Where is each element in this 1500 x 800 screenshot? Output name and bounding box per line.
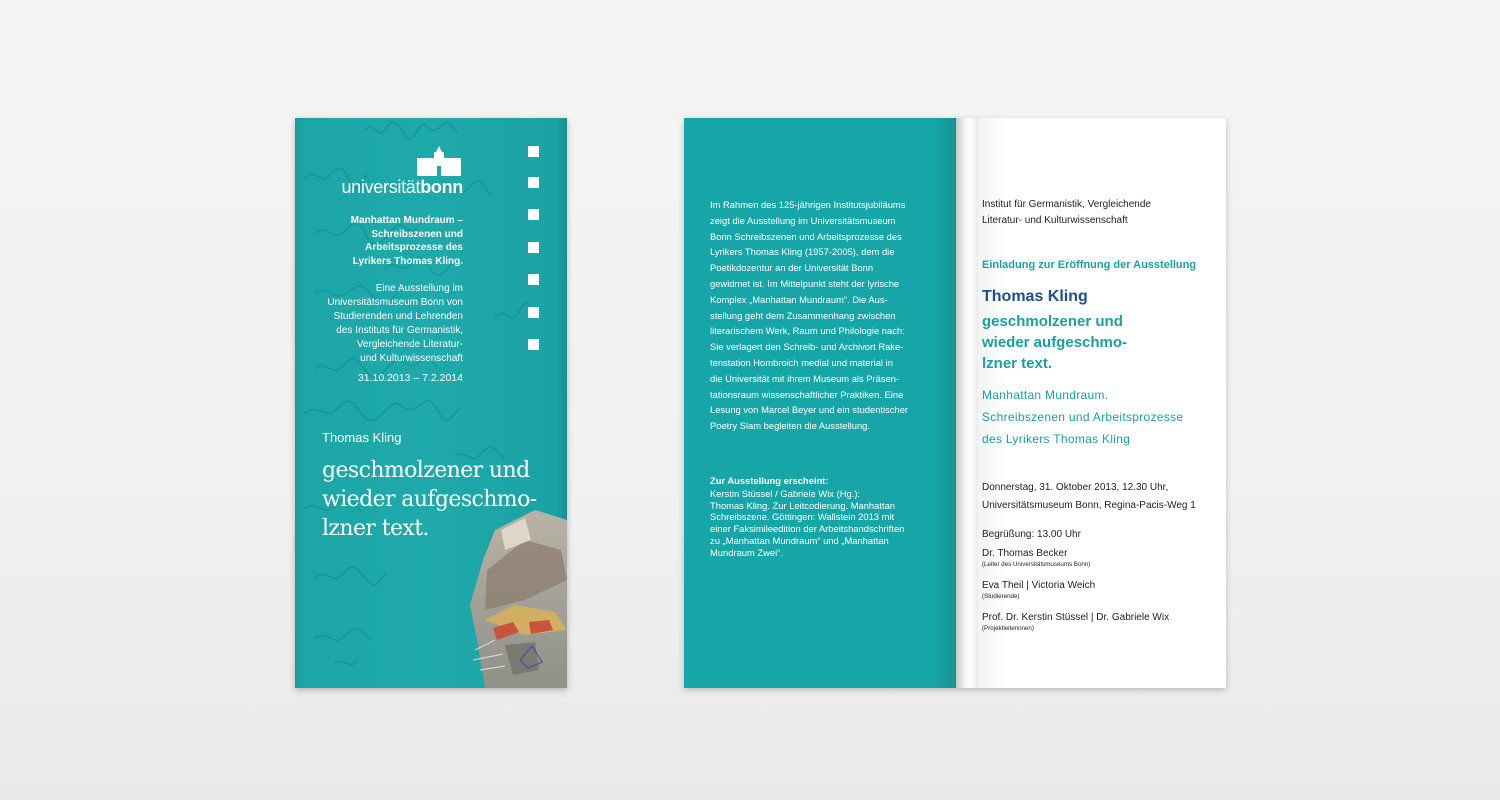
- body-line: Sie verlagert den Schreib- und Archivort Rake-: [710, 341, 904, 353]
- square-marker: [528, 209, 539, 220]
- invite-author: Thomas Kling: [982, 288, 1088, 305]
- square-marker: [528, 307, 539, 318]
- poem-line: geschmolzener und: [982, 313, 1123, 330]
- poem-line: lzner text.: [982, 355, 1053, 372]
- poem-line: wieder aufgeschmo-: [982, 334, 1128, 351]
- speaker-name: Prof. Dr. Kerstin Stüssel | Dr. Gabriele Wix: [982, 612, 1170, 623]
- pub-line: Kerstin Stüssel / Gabriele Wix (Hg.):: [710, 488, 861, 499]
- invite-poem-title: [982, 311, 1202, 374]
- title-line: Manhattan Mundraum –: [350, 215, 463, 226]
- speaker-role: (Leiter des Universitätsmuseums Bonn): [982, 561, 1091, 568]
- publication-text: [710, 488, 930, 558]
- pub-line: Thomas Kling. Zur Leitcodierung. Manhattan: [710, 499, 895, 511]
- exhibition-dates: 31.10.2013 – 7.2.2014: [357, 372, 463, 384]
- body-line: Poetikdozentur an der Universität Bonn: [710, 262, 874, 274]
- logo-text-bonn: bonn: [420, 177, 463, 197]
- subtitle-line: des Lyrikers Thomas Kling: [982, 432, 1131, 446]
- title-line: Schreibszenen und: [371, 228, 463, 240]
- logo-text-universitaet: universität: [341, 177, 421, 197]
- speaker-name: Eva Theil | Victoria Weich: [982, 580, 1096, 591]
- body-line: literarischem Werk, Raum und Philologie nach:: [710, 325, 905, 337]
- flyer-inner-spread: [684, 118, 1226, 688]
- body-line: Poetry Slam begleiten die Ausstellung.: [710, 420, 870, 432]
- square-marker: [528, 274, 539, 285]
- body-line: Lyrikers Thomas Kling (1957-2005), dem die: [710, 246, 895, 258]
- institute-line: Literatur- und Kulturwissenschaft: [982, 215, 1128, 226]
- speaker-entry: [982, 580, 1095, 600]
- speaker-role: (Studierende): [982, 593, 1020, 600]
- desc-line: Eine Ausstellung im: [375, 283, 463, 294]
- body-line: Im Rahmen des 125-jährigen Institutsjubiläums: [710, 199, 906, 210]
- desc-line: Studierenden und Lehrenden: [333, 311, 463, 322]
- greeting-time: Begrüßung: 13.00 Uhr: [982, 529, 1081, 540]
- exhibition-body-text: [710, 197, 930, 434]
- title-line: Lyrikers Thomas Kling.: [352, 255, 463, 267]
- bonn-building-icon: [417, 146, 461, 176]
- poem-line: lzner text.: [322, 516, 429, 541]
- exhibition-title: [313, 214, 463, 268]
- desc-line: des Instituts für Germanistik,: [336, 325, 463, 336]
- body-line: die Universität mit ihrem Museum als Präsen-: [710, 372, 900, 384]
- location-line: Universitätsmuseum Bonn, Regina-Pacis-Weg 1: [982, 500, 1196, 511]
- pub-line: zu „Manhattan Mundraum“ und „Manhattan: [710, 534, 889, 546]
- poem-line: geschmolzener und: [322, 458, 530, 483]
- exhibition-description: [295, 282, 463, 366]
- institute-line: Institut für Germanistik, Vergleichende: [982, 199, 1151, 210]
- square-marker: [528, 339, 539, 350]
- university-logo: [341, 146, 463, 198]
- square-marker: [528, 146, 539, 157]
- body-line: Lesung von Marcel Beyer und ein studentischer: [710, 404, 909, 416]
- flyer-front-cover: [295, 118, 567, 688]
- body-line: gewidmet ist. Im Mittelpunkt steht der lyrische: [710, 277, 900, 289]
- date-line: Donnerstag, 31. Oktober 2013, 12.30 Uhr,: [982, 482, 1169, 493]
- speaker-entry: [982, 612, 1169, 632]
- title-line: Arbeitsprozesse des: [365, 242, 463, 253]
- body-line: tationsraum wissenschaftlicher Praktiken. Eine: [710, 388, 904, 400]
- desc-line: Vergleichende Literatur-: [356, 339, 463, 350]
- pub-line: Mundraum Zwei“.: [710, 546, 783, 558]
- invite-subtitle: [982, 384, 1222, 450]
- body-line: Komplex „Manhattan Mundraum“. Die Aus-: [710, 293, 888, 305]
- inner-left-panel: [684, 118, 956, 688]
- pub-line: Schreibszene. Göttingen: Wallstein 2013 mit: [710, 511, 895, 523]
- inner-right-panel: [978, 118, 1226, 688]
- institute-name: [982, 197, 1202, 229]
- body-line: tenstation Hombroich medial und material in: [710, 356, 893, 368]
- publication-heading: Zur Ausstellung erscheint:: [710, 475, 829, 486]
- poem-line: wieder aufgeschmo-: [322, 487, 537, 512]
- pub-line: einer Faksimileedition der Arbeitshandschriften: [710, 523, 905, 535]
- speaker-entry: [982, 548, 1090, 568]
- page-fold: [956, 118, 978, 688]
- desc-line: Universitätsmuseum Bonn von: [327, 297, 463, 308]
- painted-portrait-image: [465, 510, 567, 688]
- invitation-heading: Einladung zur Eröffnung der Ausstellung: [982, 259, 1197, 271]
- body-line: zeigt die Ausstellung im Universitätsmuseum: [710, 214, 896, 226]
- desc-line: und Kulturwissenschaft: [360, 353, 463, 364]
- speaker-name: Dr. Thomas Becker: [982, 548, 1068, 559]
- cover-author: Thomas Kling: [322, 430, 402, 445]
- subtitle-line: Manhattan Mundraum.: [982, 388, 1109, 402]
- square-marker: [528, 242, 539, 253]
- subtitle-line: Schreibszenen und Arbeitsprozesse: [982, 410, 1184, 424]
- body-line: stellung geht dem Zusammenhang zwischen: [710, 309, 896, 321]
- event-date-location: [982, 479, 1222, 515]
- speaker-role: (Projektleiterinnen): [982, 625, 1034, 632]
- square-marker: [528, 177, 539, 188]
- body-line: Bonn Schreibszenen und Arbeitsprozesse des: [710, 230, 902, 242]
